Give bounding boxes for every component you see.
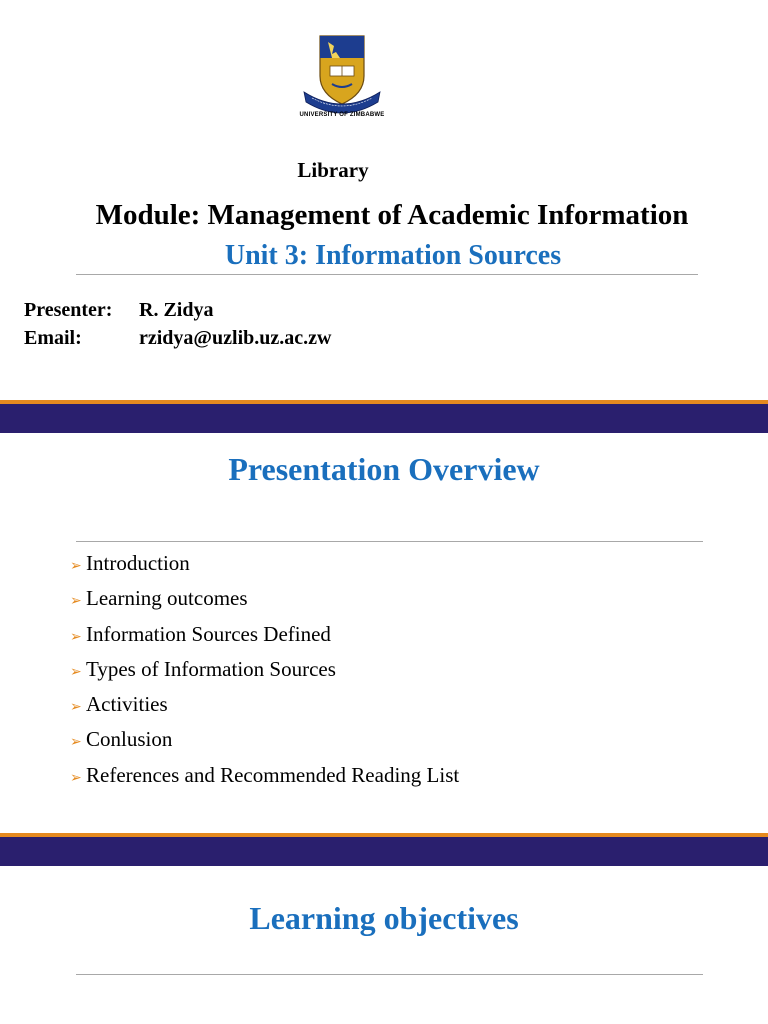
title-slide: [0, 0, 768, 400]
overview-slide: [0, 433, 768, 833]
list-item: ➢ References and Recommended Reading List: [70, 762, 459, 797]
presenter-row: [24, 299, 213, 322]
arrowhead-bullet-icon: ➢: [70, 699, 82, 716]
list-item: ➢ Learning outcomes: [70, 585, 459, 620]
presenter-label: Presenter:: [24, 299, 113, 321]
logo-caption: UNIVERSITY OF ZIMBABWE: [299, 112, 385, 118]
arrowhead-bullet-icon: ➢: [70, 663, 82, 680]
overview-divider: [76, 541, 703, 542]
unit-title: Unit 3: Information Sources: [224, 240, 562, 271]
module-title: Module: Management of Academic Information: [95, 199, 689, 231]
overview-list: [70, 550, 459, 797]
list-item: ➢ Introduction: [70, 550, 459, 585]
list-item: ➢ Activities: [70, 691, 459, 726]
arrowhead-bullet-icon: ➢: [70, 558, 82, 574]
objectives-heading: Learning objectives: [249, 900, 519, 936]
objectives-divider: [76, 974, 703, 975]
overview-heading: Presentation Overview: [228, 451, 540, 487]
presenter-name: R. Zidya: [139, 299, 214, 321]
arrowhead-bullet-icon: ➢: [70, 769, 82, 786]
email-address[interactable]: rzidya@uzlib.uz.ac.zw: [139, 327, 332, 349]
library-label: Library: [297, 158, 369, 182]
title-divider: [76, 274, 698, 275]
objectives-slide: [0, 866, 768, 1024]
email-label: Email:: [24, 327, 82, 349]
list-item: ➢ Information Sources Defined: [70, 621, 459, 656]
list-item: ➢ Conlusion: [70, 726, 459, 761]
arrowhead-bullet-icon: ➢: [70, 593, 82, 610]
list-item: ➢ Types of Information Sources: [70, 656, 459, 691]
slide-separator: [0, 400, 768, 433]
university-crest-icon: [292, 32, 392, 124]
arrowhead-bullet-icon: ➢: [70, 734, 82, 751]
email-row: [24, 327, 331, 350]
slide-separator: [0, 833, 768, 866]
arrowhead-bullet-icon: ➢: [70, 628, 82, 645]
